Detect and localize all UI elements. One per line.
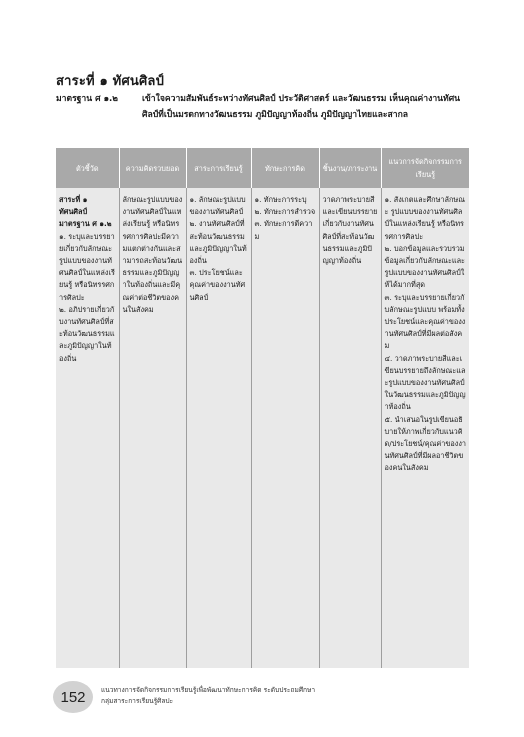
header-activities: แนวการจัดกิจกรรมการเรียนรู้ [381, 148, 469, 188]
page-number-badge [53, 681, 93, 713]
header-concept: ความคิดรวบยอด [119, 148, 186, 188]
cell-strand: สาระที่ ๑ [59, 195, 88, 204]
skill-item: ๒. ทักษะการสำรวจ [254, 207, 316, 217]
content-item: ๒. งานทัศนศิลป์ที่สะท้อนวัฒนธรรมและภูมิปัญญาในท้องถิ่น [189, 219, 247, 266]
standard-code: มาตรฐาน ศ ๑.๒ [56, 94, 118, 104]
activity-item: ๒. บอกข้อมูลและรวบรวมข้อมูลเกี่ยวกับลักษณะและรูปแบบของงานทัศนศิลป์ให้ได้มากที่สุด [384, 243, 465, 290]
skill-item: ๑. ทักษะการระบุ [254, 195, 307, 204]
cell-concept [119, 188, 186, 668]
activity-item: ๓. ระบุและบรรยายเกี่ยวกับลักษณะรูปแบบ พร้อมทั้งประโยชน์และคุณค่าของงานทัศนศิลป์ที่มีผลต่อสังคม [384, 292, 466, 351]
cell-standard: มาตรฐาน ศ ๑.๒ [59, 219, 112, 229]
cell-tasks [319, 188, 381, 668]
table-row [56, 188, 469, 668]
header-thinking-skills: ทักษะการคิด [251, 148, 319, 188]
activity-item: ๔. วาดภาพระบายสีและเขียนบรรยายถึงลักษณะและรูปแบบของงานทัศนศิลป์ในวัฒนธรรมและภูมิปัญญาท้องถิ่น [384, 353, 466, 412]
strand-title: สาระที่ ๑ ทัศนศิลป์ [56, 74, 165, 89]
concept-text: ลักษณะรูปแบบของงานทัศนศิลป์ในแหล่งเรียนรู้ หรือนิทรรศการศิลปะมีความแตกต่างกันและสามารถสะท้อนวัฒนธรรมและภูมิปัญญาในท้องถิ่นและมีคุณค่าต่อชีวิตของคนในสังคม [122, 195, 183, 314]
activity-item: ๑. สังเกตและศึกษาลักษณะ รูปแบบของงานทัศนศิลป์ในแหล่งเรียนรู้ หรือนิทรรศการศิลปะ [384, 195, 465, 241]
standards-table [56, 148, 469, 668]
cell-activities [381, 188, 469, 668]
table-header-row [56, 148, 469, 188]
indicator-item: ๑. ระบุและบรรยายเกี่ยวกับลักษณะรูปแบบของงานทัศนศิลป์ในแหล่งเรียนรู้ หรือนิทรรศการศิลปะ [59, 231, 115, 302]
header-content: สาระการเรียนรู้ [186, 148, 251, 188]
skill-item: ๓. ทักษะการตีความ [254, 219, 313, 241]
activity-item: ๕. นำเสนอในรูปเขียนอธิบายให้ภาพเกี่ยวกับแนวคิด/ประโยชน์/คุณค่าของงานทัศนศิลป์ที่มีผลอาชีวิตของคนในสังคม [384, 414, 466, 473]
cell-indicators [56, 188, 119, 668]
page-footer [101, 685, 315, 707]
content-item: ๓. ประโยชน์และคุณค่าของงานทัศนศิลป์ [189, 268, 246, 302]
header-indicator: ตัวชี้วัด [56, 148, 119, 188]
footer-line-2: กลุ่มสาระการเรียนรู้ศิลปะ [101, 697, 174, 705]
cell-content [186, 188, 251, 668]
content-item: ๑. ลักษณะรูปแบบของงานทัศนศิลป์ [189, 195, 246, 217]
task-text: วาดภาพระบายสีและเขียนบรรยายเกี่ยวกับงานทัศนศิลป์ที่สะท้อนวัฒนธรรมและภูมิปัญญาท้องถิ่น [322, 195, 378, 266]
page-number: 152 [60, 688, 86, 706]
footer-line-1: แนวทางการจัดกิจกรรมการเรียนรู้เพื่อพัฒนาทักษะการคิด ระดับประถมศึกษา [101, 686, 316, 694]
cell-thinking-skills [251, 188, 319, 668]
header-tasks: ชิ้นงาน/ภาระงาน [319, 148, 381, 188]
cell-subject: ทัศนศิลป์ [59, 207, 88, 217]
standard-block [56, 92, 472, 123]
indicator-item: ๒. อภิปรายเกี่ยวกับงานทัศนศิลป์ที่สะท้อนวัฒนธรรมและภูมิปัญญาในท้องถิ่น [59, 304, 115, 363]
standard-text: เข้าใจความสัมพันธ์ระหว่างทัศนศิลป์ ประวัติศาสตร์ และวัฒนธรรม เห็นคุณค่างานทัศนศิลป์ที่เป็นมรดกทางวัฒนธรรม ภูมิปัญญาท้องถิ่น ภูมิปัญญาไทยและสากล [142, 94, 461, 120]
